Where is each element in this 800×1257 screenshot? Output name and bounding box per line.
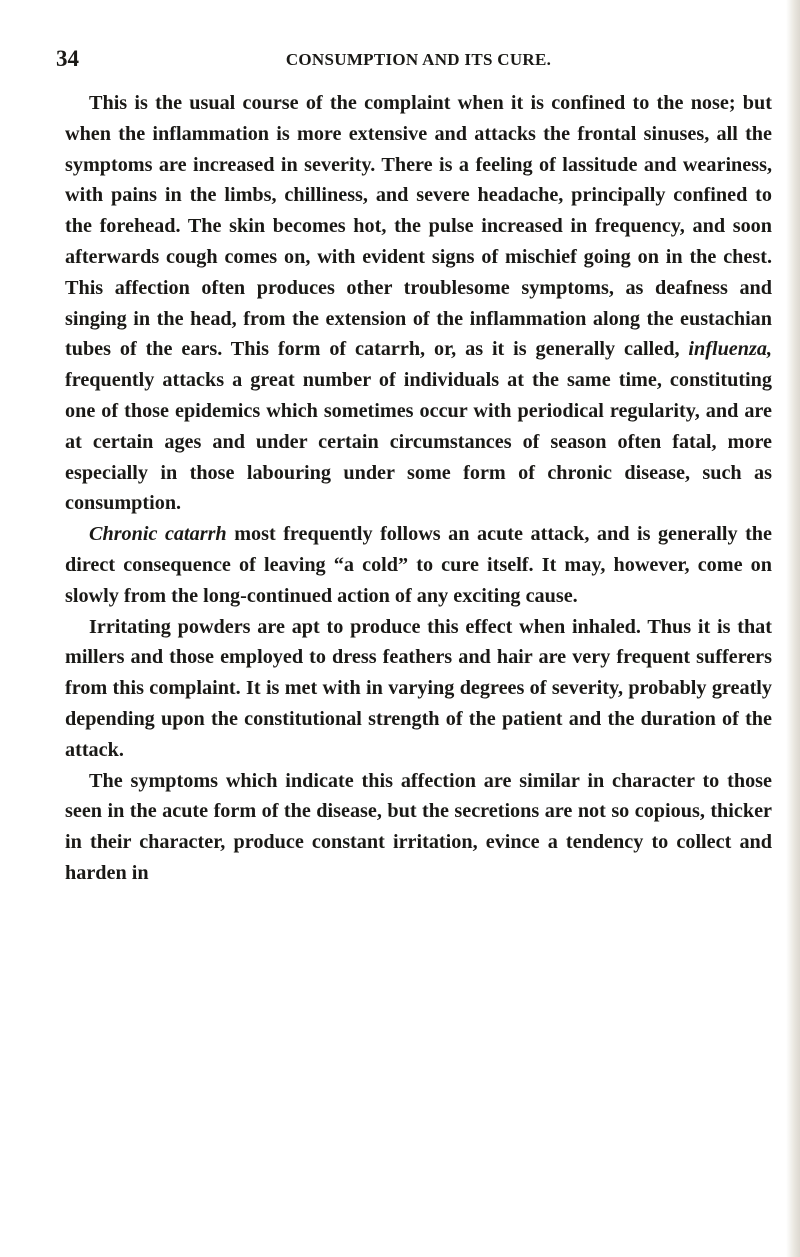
page-number: 34 [56,46,79,71]
running-head [56,46,772,78]
paragraph-symptoms [65,766,772,889]
paragraph-text: The symptoms which indicate this affection are similar in character to those seen in the acute form of the disease, but the secretions are not so copious, thicker in their character, produce constant irritation, evince a tendency to collect and harden in [65,769,772,884]
paragraph-text-tail: frequently attacks a great number of individuals at the same time, constituting one of those epidemics which sometimes occur with periodical regularity, and are at certain ages and under certain circumstances of season often fatal, more especially in those labouring under some form of chronic disease, such as consumption. [65,369,772,515]
italic-term-influenza: influenza, [688,338,772,361]
paragraph-text: most frequently follows an acute attack, and is generally the direct consequence of leaving “a cold” to cure itself. It may, however, come on slowly from the long-continued action of any exciting cause. [65,523,772,607]
paragraph-irritating-powders [65,612,772,766]
page-edge-shadow [786,0,800,1257]
paragraph-influenza [65,88,772,519]
paragraph-text: Irritating powders are apt to produce this effect when inhaled. Thus it is that millers and those employed to dress feathers and hair are very frequent sufferers from this complaint. It is met with in varying degrees of severity, probably greatly depending upon the constitutional strength of the patient and the duration of the attack. [65,615,772,761]
paragraph-chronic-catarrh [65,519,772,611]
body-text [65,88,772,889]
italic-term-chronic-catarrh: Chronic catarrh [89,523,227,546]
paragraph-text: This is the usual course of the complaint when it is confined to the nose; but when the inflammation is more extensive and attacks the frontal sinuses, all the symptoms are increased in severity. There is a feeling of lassitude and weariness, with pains in the limbs, chilliness, and severe headache, principally confined to the forehead. The skin becomes hot, the pulse increased in frequency, and soon afterwards cough comes on, with evident signs of mischief going on in the chest. This affection often produces other troublesome symptoms, as deafness and singing in the head, from the extension of the inflammation along the eustachian tubes of the ears. This form of catarrh, or, as it is generally called, [65,92,772,361]
running-title: CONSUMPTION AND ITS CURE. [285,50,552,69]
